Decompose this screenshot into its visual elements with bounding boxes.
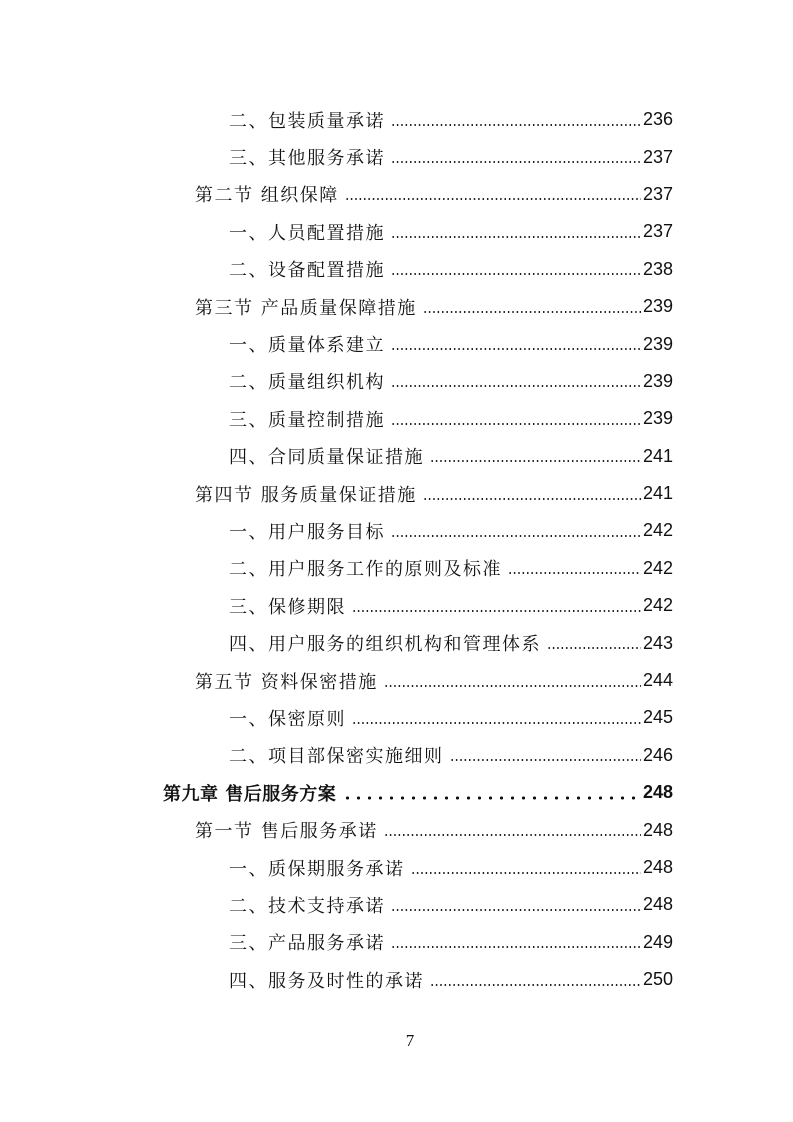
toc-entry-page-number: 244 <box>642 670 673 691</box>
toc-entry-label: 二、设备配置措施 <box>229 260 385 282</box>
table-of-contents <box>0 101 793 998</box>
toc-subsection-entry[interactable] <box>0 325 793 362</box>
toc-entry-label: 一、保密原则 <box>229 708 346 730</box>
toc-dot-leader <box>384 821 641 839</box>
toc-dot-leader <box>391 522 641 540</box>
toc-entry-page-number: 238 <box>642 258 673 279</box>
toc-dot-leader <box>411 859 641 877</box>
toc-dot-leader <box>430 971 641 989</box>
toc-entry-page-number: 250 <box>642 969 673 990</box>
toc-subsection-entry[interactable] <box>0 737 793 774</box>
toc-entry-page-number: 249 <box>642 931 673 952</box>
toc-dot-leader <box>391 933 641 951</box>
toc-dot-leader <box>508 559 641 577</box>
toc-entry-label: 二、用户服务工作的原则及标准 <box>229 559 502 581</box>
toc-entry-page-number: 237 <box>642 146 673 167</box>
toc-entry-page-number: 237 <box>642 221 673 242</box>
toc-entry-label: 二、项目部保密实施细则 <box>229 746 444 768</box>
toc-subsection-entry[interactable] <box>0 251 793 288</box>
toc-entry-page-number: 246 <box>642 744 673 765</box>
toc-entry-page-number: 237 <box>642 183 673 204</box>
toc-subsection-entry[interactable] <box>0 138 793 175</box>
toc-subsection-entry[interactable] <box>0 849 793 886</box>
toc-entry-page-number: 248 <box>642 782 673 803</box>
toc-entry-label: 第四节 服务质量保证措施 <box>195 484 417 506</box>
toc-subsection-entry[interactable] <box>0 886 793 923</box>
toc-subsection-entry[interactable] <box>0 924 793 961</box>
toc-entry-page-number: 239 <box>642 408 673 429</box>
toc-entry-page-number: 242 <box>642 520 673 541</box>
toc-entry-page-number: 248 <box>642 819 673 840</box>
toc-subsection-entry[interactable] <box>0 512 793 549</box>
toc-entry-page-number: 236 <box>642 109 673 130</box>
toc-dot-leader <box>450 746 641 764</box>
toc-entry-page-number: 248 <box>642 894 673 915</box>
toc-section-entry[interactable] <box>0 811 793 848</box>
toc-dot-leader <box>384 672 641 690</box>
toc-dot-leader <box>391 335 641 353</box>
toc-entry-label: 四、用户服务的组织机构和管理体系 <box>229 634 541 656</box>
page-number: 7 <box>405 1031 415 1050</box>
toc-section-entry[interactable] <box>0 288 793 325</box>
toc-entry-page-number: 248 <box>642 857 673 877</box>
toc-dot-leader <box>352 709 641 727</box>
toc-subsection-entry[interactable] <box>0 363 793 400</box>
toc-entry-label: 四、合同质量保证措施 <box>229 447 424 469</box>
toc-entry-label: 二、技术支持承诺 <box>229 895 385 917</box>
toc-chapter-entry[interactable] <box>0 774 793 811</box>
toc-entry-label: 三、保修期限 <box>229 596 346 618</box>
toc-subsection-entry[interactable] <box>0 438 793 475</box>
toc-section-entry[interactable] <box>0 475 793 512</box>
toc-entry-label: 第九章 售后服务方案 <box>163 783 337 805</box>
toc-dot-leader <box>391 111 641 129</box>
toc-dot-leader <box>391 372 641 390</box>
toc-entry-label: 二、质量组织机构 <box>229 372 385 394</box>
toc-dot-leader <box>391 223 641 241</box>
toc-entry-label: 第五节 资料保密措施 <box>195 671 378 693</box>
toc-entry-page-number: 242 <box>642 595 673 616</box>
toc-entry-label: 一、用户服务目标 <box>229 521 385 543</box>
toc-subsection-entry[interactable] <box>0 587 793 624</box>
toc-entry-label: 三、质量控制措施 <box>229 409 385 431</box>
toc-dot-leader <box>423 485 641 503</box>
toc-entry-label: 四、服务及时性的承诺 <box>229 970 424 992</box>
toc-entry-label: 一、质量体系建立 <box>229 335 385 357</box>
toc-dot-leader <box>430 447 641 465</box>
toc-entry-label: 第三节 产品质量保障措施 <box>195 297 417 319</box>
toc-entry-label: 三、其他服务承诺 <box>229 148 385 170</box>
toc-dot-leader <box>423 298 641 316</box>
toc-subsection-entry[interactable] <box>0 400 793 437</box>
toc-dot-leader <box>345 185 641 203</box>
toc-subsection-entry[interactable] <box>0 213 793 250</box>
toc-dot-leader <box>391 260 641 278</box>
toc-dot-leader <box>547 634 641 652</box>
toc-entry-label: 第一节 售后服务承诺 <box>195 821 378 843</box>
toc-subsection-entry[interactable] <box>0 961 793 998</box>
toc-subsection-entry[interactable] <box>0 550 793 587</box>
toc-dot-leader <box>391 896 641 914</box>
toc-subsection-entry[interactable] <box>0 101 793 138</box>
toc-entry-label: 一、人员配置措施 <box>229 222 385 244</box>
toc-entry-page-number: 241 <box>642 445 673 466</box>
toc-section-entry[interactable] <box>0 662 793 699</box>
toc-entry-page-number: 243 <box>642 632 673 653</box>
toc-dot-leader <box>352 597 641 615</box>
toc-dot-leader <box>342 784 641 802</box>
toc-entry-page-number: 242 <box>642 557 673 578</box>
toc-subsection-entry[interactable] <box>0 699 793 736</box>
toc-section-entry[interactable] <box>0 176 793 213</box>
toc-entry-label: 一、质保期服务承诺 <box>229 858 405 880</box>
toc-entry-page-number: 239 <box>642 296 673 317</box>
toc-entry-label: 第二节 组织保障 <box>195 185 339 207</box>
toc-entry-page-number: 239 <box>642 333 673 354</box>
toc-entry-page-number: 245 <box>642 707 673 728</box>
toc-dot-leader <box>391 410 641 428</box>
toc-subsection-entry[interactable] <box>0 624 793 661</box>
toc-entry-page-number: 241 <box>642 483 673 504</box>
toc-entry-label: 二、包装质量承诺 <box>229 110 385 132</box>
toc-dot-leader <box>391 148 641 166</box>
toc-entry-label: 三、产品服务承诺 <box>229 933 385 955</box>
toc-entry-page-number: 239 <box>642 370 673 391</box>
